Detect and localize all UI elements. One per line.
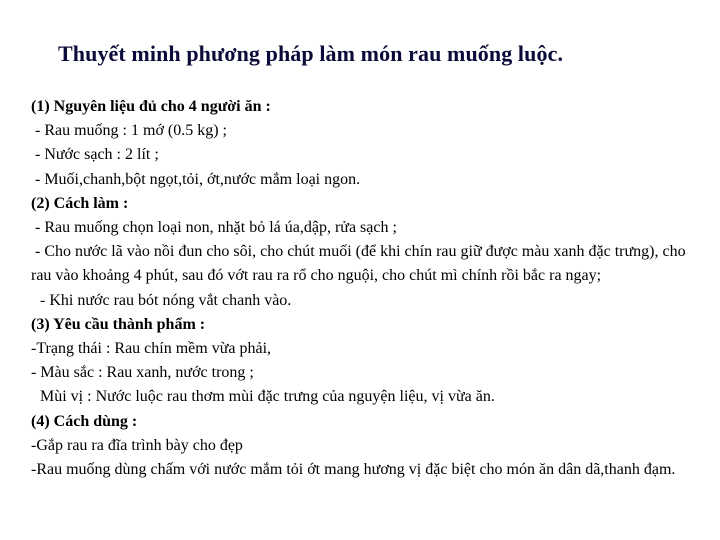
method-step: - Khi nước rau bót nóng vắt chanh vào.	[40, 291, 292, 309]
section-heading-method: (2) Cách làm :	[31, 194, 129, 212]
document-body	[31, 95, 696, 482]
method-step: - Rau muống chọn loại non, nhặt bỏ lá úa,dập, rửa sạch ;	[35, 219, 397, 237]
section-heading-requirements: (3) Yêu cầu thành phẩm :	[31, 315, 206, 333]
usage-item: -Gắp rau ra đĩa trình bày cho đẹp	[31, 436, 243, 454]
usage-item: -Rau muống dùng chấm với nước mắm tỏi ớt mang hương vị đặc biệt cho món ăn dân dã,thanh đạm.	[31, 461, 676, 479]
requirement-item: Mùi vị : Nước luộc rau thơm mùi đặc trưng của nguyện liệu, vị vừa ăn.	[40, 388, 495, 406]
section-heading-usage: (4) Cách dùng :	[31, 412, 138, 430]
ingredient-item: - Nước sạch : 2 lít ;	[35, 146, 159, 164]
page-title: Thuyết minh phương pháp làm món rau muống luộc.	[58, 41, 564, 66]
section-heading-ingredients: (1) Nguyên liệu đủ cho 4 người ăn :	[31, 98, 271, 115]
requirement-item: -Trạng thái : Rau chín mềm vừa phải,	[31, 340, 272, 358]
method-step: - Cho nước lã vào nồi đun cho sôi, cho chút muối (để khi chín rau giữ được màu xanh đặc trưng), cho rau vào khoảng 4 phút, sau đó vớt rau ra rổ cho nguội, cho chút mì chính rồi bắc ra ngay;	[31, 243, 686, 285]
requirement-item: - Màu sắc : Rau xanh, nước trong ;	[31, 364, 254, 382]
ingredient-item: - Rau muống : 1 mớ (0.5 kg) ;	[35, 122, 227, 140]
ingredient-item: - Muối,chanh,bột ngọt,tỏi, ớt,nước mắm loại ngon.	[35, 170, 361, 188]
